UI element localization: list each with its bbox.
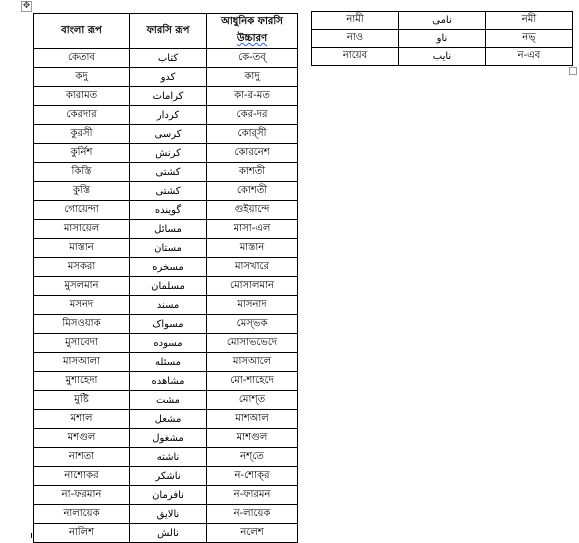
pronunciation-cell[interactable]: মোসালমান: [207, 277, 298, 296]
side-row: [312, 12, 573, 30]
pronunciation-cell[interactable]: কের-দর: [207, 106, 298, 125]
bengali-cell[interactable]: মুসলমান: [34, 277, 130, 296]
main-row: [34, 315, 298, 334]
main-row: [34, 505, 298, 524]
bengali-cell[interactable]: নায়েব: [312, 48, 399, 66]
main-table-body: [34, 49, 298, 543]
pronunciation-cell[interactable]: মাশআল: [207, 410, 298, 429]
persian-cell[interactable]: مسائل: [130, 220, 207, 239]
persian-cell[interactable]: مسلمان: [130, 277, 207, 296]
side-row: [312, 48, 573, 66]
bengali-cell[interactable]: মসকরা: [34, 258, 130, 277]
persian-cell[interactable]: کتاب: [130, 49, 207, 68]
pronunciation-cell[interactable]: কাদু: [207, 68, 298, 87]
table-move-handle-icon[interactable]: ✥: [22, 1, 31, 11]
bengali-cell[interactable]: কুস্তি: [34, 182, 130, 201]
persian-cell[interactable]: نافرمان: [130, 486, 207, 505]
header-modern-pronunciation-line1: আধুনিক ফারসি: [221, 16, 283, 27]
bengali-cell[interactable]: কদু: [34, 68, 130, 87]
bengali-cell[interactable]: না-ফরমান: [34, 486, 130, 505]
pronunciation-cell[interactable]: কে-তব্: [207, 49, 298, 68]
pronunciation-cell[interactable]: কোরনেশ: [207, 144, 298, 163]
bengali-cell[interactable]: নালায়েক: [34, 505, 130, 524]
pronunciation-cell[interactable]: নভ্: [486, 30, 573, 48]
persian-cell[interactable]: نایب: [399, 48, 486, 66]
bengali-cell[interactable]: কুরসী: [34, 125, 130, 144]
main-row: [34, 106, 298, 125]
persian-cell[interactable]: مسوده: [130, 334, 207, 353]
main-row: [34, 486, 298, 505]
pronunciation-cell[interactable]: মাসা-এল: [207, 220, 298, 239]
persian-cell[interactable]: کرسی: [130, 125, 207, 144]
bengali-cell[interactable]: কেরদার: [34, 106, 130, 125]
pronunciation-cell[interactable]: ন-শোক্‌র: [207, 467, 298, 486]
bengali-cell[interactable]: নালিশ: [34, 524, 130, 543]
bengali-cell[interactable]: গোয়েন্দা: [34, 201, 130, 220]
bengali-cell[interactable]: নাও: [312, 30, 399, 48]
bengali-cell[interactable]: মিসওয়াক: [34, 315, 130, 334]
header-modern-pronunciation-line2: উচ্চারণ: [236, 33, 268, 44]
main-row: [34, 372, 298, 391]
header-persian-form[interactable]: ফারসি রূপ: [130, 14, 207, 49]
persian-cell[interactable]: مشعل: [130, 410, 207, 429]
main-row: [34, 87, 298, 106]
persian-cell[interactable]: کشتی: [130, 163, 207, 182]
persian-cell[interactable]: کشتی: [130, 182, 207, 201]
pronunciation-cell[interactable]: নমী: [486, 12, 573, 30]
main-row: [34, 220, 298, 239]
persian-cell[interactable]: مسخره: [130, 258, 207, 277]
main-row: [34, 125, 298, 144]
bengali-cell[interactable]: নাশতা: [34, 448, 130, 467]
persian-cell[interactable]: مسند: [130, 296, 207, 315]
main-row: [34, 201, 298, 220]
bengali-cell[interactable]: মুসাবেদা: [34, 334, 130, 353]
persian-cell[interactable]: ناشکر: [130, 467, 207, 486]
persian-cell[interactable]: نالش: [130, 524, 207, 543]
pronunciation-cell[interactable]: মেস্‌ভক: [207, 315, 298, 334]
side-row: [312, 30, 573, 48]
persian-cell[interactable]: کدو: [130, 68, 207, 87]
pronunciation-cell[interactable]: নশ্‌তে: [207, 448, 298, 467]
persian-cell[interactable]: مشت: [130, 391, 207, 410]
persian-cell[interactable]: مستان: [130, 239, 207, 258]
persian-cell[interactable]: گوینده: [130, 201, 207, 220]
pronunciation-cell[interactable]: মাস্তান: [207, 239, 298, 258]
persian-cell[interactable]: کرامات: [130, 87, 207, 106]
pronunciation-cell[interactable]: গুইয়ান্দে: [207, 201, 298, 220]
main-row: [34, 277, 298, 296]
main-row: [34, 391, 298, 410]
bengali-cell[interactable]: কুর্নিশ: [34, 144, 130, 163]
persian-cell[interactable]: مشاهده: [130, 372, 207, 391]
pronunciation-cell[interactable]: ন-লায়েক: [207, 505, 298, 524]
bengali-cell[interactable]: মুষ্টি: [34, 391, 130, 410]
header-row: [34, 14, 298, 49]
pronunciation-cell[interactable]: নলেশ: [207, 524, 298, 543]
main-row: [34, 239, 298, 258]
pronunciation-cell[interactable]: ন-এব: [486, 48, 573, 66]
main-row: [34, 448, 298, 467]
bengali-cell[interactable]: নাশোকর: [34, 467, 130, 486]
pronunciation-cell[interactable]: মাসআলে: [207, 353, 298, 372]
main-row: [34, 334, 298, 353]
pronunciation-cell[interactable]: কা-র-মত: [207, 87, 298, 106]
main-row: [34, 429, 298, 448]
side-word-table: [311, 11, 573, 66]
persian-cell[interactable]: نامی: [399, 12, 486, 30]
bengali-cell[interactable]: মাস্তান: [34, 239, 130, 258]
bengali-cell[interactable]: মশগুল: [34, 429, 130, 448]
pronunciation-cell[interactable]: মোসাভভেদে: [207, 334, 298, 353]
pronunciation-cell[interactable]: মাশগুল: [207, 429, 298, 448]
pronunciation-cell[interactable]: ন-ফারমন: [207, 486, 298, 505]
main-row: [34, 163, 298, 182]
main-row: [34, 68, 298, 87]
bengali-cell[interactable]: মুশাহেদা: [34, 372, 130, 391]
persian-cell[interactable]: ناو: [399, 30, 486, 48]
persian-cell[interactable]: مسئله: [130, 353, 207, 372]
persian-cell[interactable]: مشغول: [130, 429, 207, 448]
pronunciation-cell[interactable]: মাসনাদ: [207, 296, 298, 315]
bengali-cell[interactable]: মাসআলা: [34, 353, 130, 372]
main-row: [34, 49, 298, 68]
main-row: [34, 182, 298, 201]
pronunciation-cell[interactable]: কাশতী: [207, 163, 298, 182]
main-row: [34, 410, 298, 429]
main-word-table: [33, 13, 298, 543]
table-resize-handle[interactable]: [569, 67, 577, 75]
main-row: [34, 296, 298, 315]
header-bengali-form[interactable]: বাংলা রূপ: [34, 14, 130, 49]
pronunciation-cell[interactable]: কোশতী: [207, 182, 298, 201]
pronunciation-cell[interactable]: মাসখারে: [207, 258, 298, 277]
persian-cell[interactable]: کردار: [130, 106, 207, 125]
bengali-cell[interactable]: কিস্তি: [34, 163, 130, 182]
side-table-body: [312, 12, 573, 66]
pronunciation-cell[interactable]: কোর্‌সী: [207, 125, 298, 144]
persian-cell[interactable]: کرنش: [130, 144, 207, 163]
main-row: [34, 144, 298, 163]
persian-cell[interactable]: نالایق: [130, 505, 207, 524]
table-continuation-edge: [31, 533, 298, 538]
pronunciation-cell[interactable]: মো-শাহেদে: [207, 372, 298, 391]
persian-cell[interactable]: ناشته: [130, 448, 207, 467]
main-row: [34, 353, 298, 372]
bengali-cell[interactable]: কেতাব: [34, 49, 130, 68]
bengali-cell[interactable]: নামী: [312, 12, 399, 30]
bengali-cell[interactable]: মসনদ: [34, 296, 130, 315]
main-row: [34, 467, 298, 486]
bengali-cell[interactable]: কারামত: [34, 87, 130, 106]
bengali-cell[interactable]: মশাল: [34, 410, 130, 429]
main-row: [34, 258, 298, 277]
header-modern-pronunciation[interactable]: [207, 14, 298, 49]
persian-cell[interactable]: مسواک: [130, 315, 207, 334]
bengali-cell[interactable]: মাসায়েল: [34, 220, 130, 239]
pronunciation-cell[interactable]: মোশ্‌ত: [207, 391, 298, 410]
